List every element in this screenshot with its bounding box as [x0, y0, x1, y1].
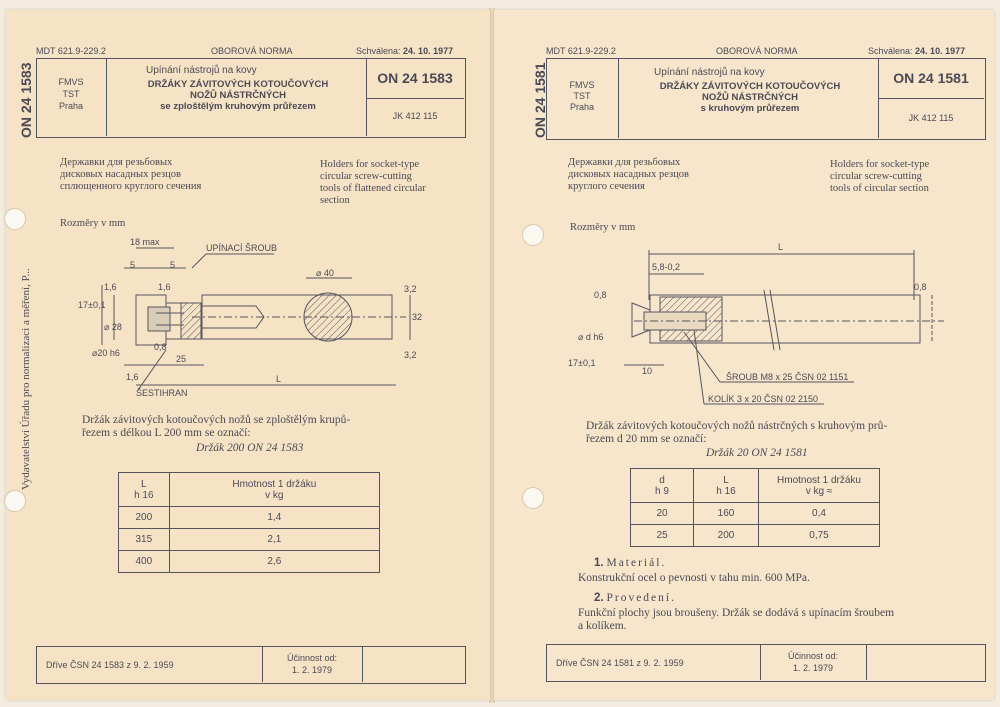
mdt-code: MDT 621.9-229.2: [36, 46, 106, 56]
effective: Účinnost od: 1. 2. 1979: [286, 653, 338, 675]
technical-drawing: [6, 10, 490, 700]
col-header-L: L h 16: [694, 469, 759, 503]
dim-32: 32: [412, 312, 423, 322]
col-header-L: L h 16: [119, 473, 170, 507]
side-code: ON 24 1581: [532, 62, 548, 138]
desc-english: Holders for socket-type circular screw-cutting tools of circular section: [830, 159, 930, 194]
dim-3-2b: 3,2: [404, 350, 417, 360]
body-text: Držák závitových kotoučových nožů nástrčných s kruhovým prů- řezem d 20 mm se označí:: [586, 420, 888, 445]
table-row: 200 1,4: [119, 507, 380, 529]
designation: Držák 20 ON 24 1581: [706, 447, 808, 459]
effective: Účinnost od: 1. 2. 1979: [787, 651, 839, 673]
norm-kind: OBOROVÁ NORMA: [716, 46, 798, 56]
col-header-d: d h 9: [631, 469, 694, 503]
body-text: Držák závitových kotoučových nožů se zploštělým krupů- řezem s délkou L 200 mm se označí:: [82, 414, 351, 439]
mass-table: [630, 468, 880, 547]
dim-20h6: ⌀20 h6: [92, 348, 120, 358]
dim-0-8b: 0,8: [914, 282, 927, 292]
mdt-code: MDT 621.9-229.2: [546, 46, 616, 56]
title-small: Upínání nástrojů na kovy: [146, 65, 257, 76]
dim-0-8: 0,8: [154, 342, 167, 352]
norm-kind: OBOROVÁ NORMA: [211, 46, 293, 56]
dim-L: L: [778, 242, 784, 252]
dim-17: 17±0,1: [78, 300, 106, 310]
norm-code: ON 24 1581: [893, 70, 969, 86]
jk-code: JK 412 115: [392, 111, 438, 121]
desc-english: Holders for socket-type circular screw-cutting tools of flattened circular section: [320, 159, 426, 206]
dim-17: 17±0,1: [568, 358, 596, 368]
dim-40: ⌀ 40: [316, 268, 334, 278]
dim-1-6c: 1,6: [126, 372, 139, 382]
table-row: 400 2,6: [119, 551, 380, 573]
label-sestihran: ŠESTIHRAN: [136, 388, 188, 398]
section1-heading: 1. Materiál.: [594, 557, 667, 569]
col-header-mass: Hmotnost 1 držáku v kg: [169, 473, 379, 507]
approved-label: Schválena: 24. 10. 1977: [356, 46, 454, 56]
title-small: Upínání nástrojů na kovy: [654, 67, 765, 78]
norm-code: ON 24 1583: [377, 70, 453, 86]
desc-russian: Державки для резьбовых дисковых насадных резцов круглого сечения: [568, 157, 689, 192]
dim-1-6b: 1,6: [158, 282, 171, 292]
section2-text: Funkční plochy jsou broušeny. Držák se dodává s upínacím šroubem a kolíkem.: [578, 607, 895, 632]
section1-text: Konstrukční ocel o pevnosti v tahu min. 600 MPa.: [578, 572, 810, 584]
dim-0-8a: 0,8: [594, 290, 607, 300]
dims-label: Rozměry v mm: [570, 222, 636, 233]
dim-d-h6: ⌀ d h6: [578, 332, 604, 342]
sheet-right: [494, 10, 994, 700]
title-main: DRŽÁKY ZÁVITOVÝCH KOTOUČOVÝCH NOŽŮ NÁSTRČNÝCH se zploštělým kruhovým průřezem: [147, 79, 329, 112]
col-header-mass: Hmotnost 1 držáku v kg ≈: [759, 469, 880, 503]
publisher-note: Vydavatelství Úřadu pro normalizaci a měření, P...: [20, 268, 32, 490]
sheet-left: [6, 10, 490, 700]
label-kolik: KOLÍK 3 x 20 ČSN 02 2150: [708, 394, 819, 404]
previously: Dříve ČSN 24 1583 z 9. 2. 1959: [46, 660, 174, 670]
dim-3-2a: 3,2: [404, 284, 417, 294]
mass-table: [118, 472, 380, 573]
dim-10: 10: [642, 366, 653, 376]
side-code: ON 24 1583: [18, 62, 34, 138]
dim-18max: 18 max: [130, 237, 160, 247]
label-sroub: ŠROUB M8 x 25 ČSN 02 1151: [726, 372, 849, 382]
org-block: FMVS TST Praha: [569, 80, 595, 112]
org-block: FMVS TST Praha: [58, 77, 84, 111]
title-main: DRŽÁKY ZÁVITOVÝCH KOTOUČOVÝCH NOŽŮ NÁSTRČNÝCH s kruhovým průřezem: [659, 81, 841, 114]
previously: Dříve ČSN 24 1581 z 9. 2. 1959: [556, 658, 684, 668]
dim-5b: 5: [170, 260, 176, 270]
technical-drawing: [494, 10, 994, 700]
dim-25: 25: [176, 354, 187, 364]
dims-label: Rozměry v mm: [60, 218, 126, 229]
designation: Držák 200 ON 24 1583: [196, 442, 304, 454]
desc-russian: Державки для резьбовых дисковых насадных резцов сплющенного круглого сечения: [60, 157, 202, 192]
section2-heading: 2. Provedení.: [594, 592, 676, 604]
approved-label: Schválena: 24. 10. 1977: [868, 46, 966, 56]
jk-code: JK 412 115: [908, 113, 954, 123]
table-row: 20 160 0,4: [631, 503, 880, 525]
dim-L: L: [276, 374, 282, 384]
label-upinaci-sroub: UPÍNACÍ ŠROUB: [206, 243, 278, 253]
table-row: 25 200 0,75: [631, 525, 880, 547]
dim-5a: 5: [130, 260, 136, 270]
dim-1-6a: 1,6: [104, 282, 117, 292]
dim-28: ⌀ 28: [104, 322, 122, 332]
table-row: 315 2,1: [119, 529, 380, 551]
dim-5-8: 5,8-0,2: [652, 262, 681, 272]
